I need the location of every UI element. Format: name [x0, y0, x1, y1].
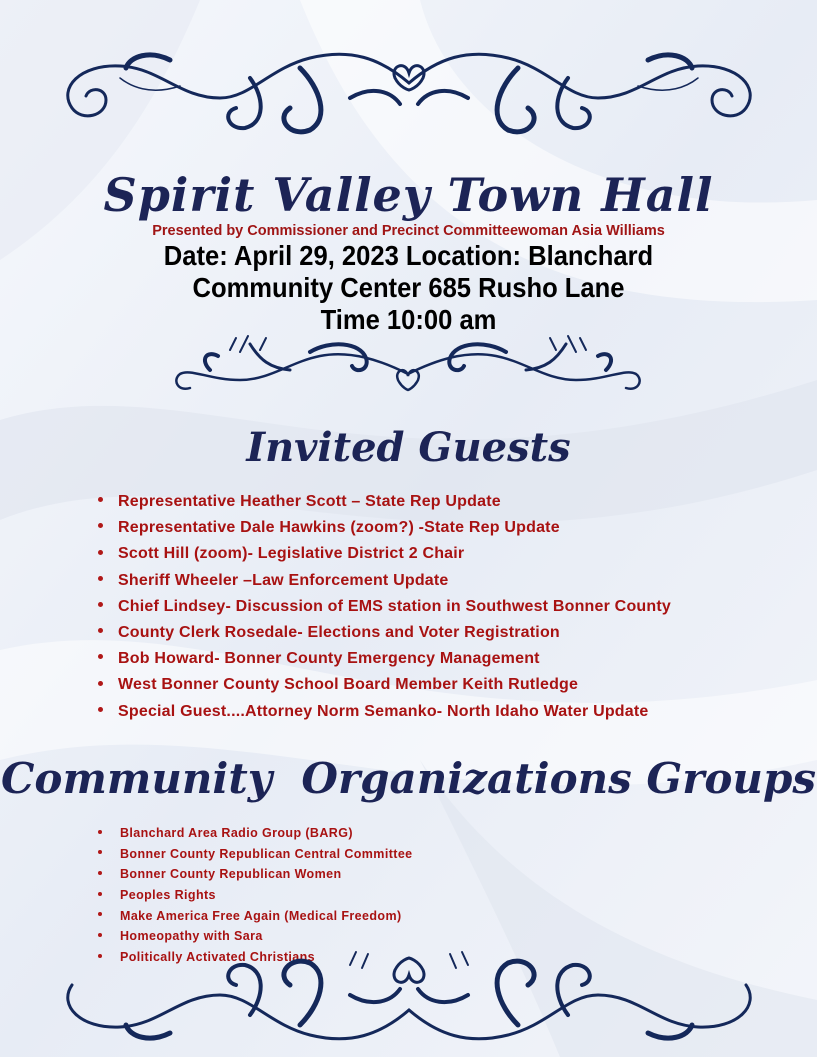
flourish-ornament-top [50, 38, 768, 138]
event-info-line-2: Community Center 685 Rusho Lane [192, 272, 625, 303]
list-item [98, 846, 413, 867]
list-item [98, 702, 671, 728]
bullet-icon [98, 707, 103, 712]
invited-guests-list [98, 492, 671, 728]
presented-by: Presented by Commissioner and Precinct Committeewoman Asia Williams [152, 223, 665, 239]
list-item [98, 908, 413, 929]
list-item [98, 492, 671, 518]
organization-item-text: Homeopathy with Sara [120, 929, 263, 944]
guest-item-text: Chief Lindsey- Discussion of EMS station in Southwest Bonner County [118, 597, 671, 615]
bullet-icon [98, 523, 103, 528]
list-item [98, 571, 671, 597]
organization-item-text: Politically Activated Christians [120, 950, 316, 965]
organization-item-text: Bonner County Republican Women [120, 867, 342, 882]
list-item [98, 544, 671, 570]
bullet-icon [98, 654, 103, 659]
guest-item-text: Scott Hill (zoom)- Legislative District 2 Chair [118, 545, 465, 563]
guest-item-text: Bob Howard- Bonner County Emergency Management [118, 650, 540, 668]
list-item [98, 866, 413, 887]
organization-item-text: Make America Free Again (Medical Freedom) [120, 908, 402, 923]
flourish-ornament-middle [170, 330, 646, 396]
event-title: Spirit Valley Town Hall [103, 168, 714, 222]
bullet-icon [98, 576, 103, 581]
bullet-icon [98, 912, 102, 916]
organization-item-text: Peoples Rights [120, 888, 216, 903]
bullet-icon [98, 497, 103, 502]
event-info-line-1: Date: April 29, 2023 Location: Blanchard [163, 240, 654, 271]
bullet-icon [98, 830, 102, 834]
community-organizations-list [98, 825, 413, 970]
bullet-icon [98, 550, 103, 555]
bullet-icon [98, 871, 102, 875]
organization-item-text: Bonner County Republican Central Committee [120, 846, 413, 861]
list-item [98, 887, 413, 908]
list-item [98, 518, 671, 544]
list-item [98, 597, 671, 623]
guest-item-text: Special Guest....Attorney Norm Semanko- North Idaho Water Update [118, 702, 649, 720]
organization-item-text: Blanchard Area Radio Group (BARG) [120, 826, 353, 840]
guest-item-text: Representative Heather Scott – State Rep Update [118, 493, 501, 510]
bullet-icon [98, 602, 103, 607]
community-organizations-heading: Community Organizations Groups [1, 754, 816, 803]
bullet-icon [98, 892, 102, 896]
list-item [98, 675, 671, 701]
guest-item-text: County Clerk Rosedale- Elections and Voter Registration [118, 623, 560, 641]
bullet-icon [98, 628, 103, 633]
list-item [98, 928, 413, 949]
flourish-ornament-bottom [50, 950, 768, 1057]
event-info-line-3: Time 10:00 am [320, 304, 497, 335]
guest-item-text: West Bonner County School Board Member Keith Rutledge [118, 676, 579, 694]
list-item [98, 649, 671, 675]
invited-guests-heading: Invited Guests [246, 424, 571, 471]
bullet-icon [98, 681, 103, 686]
list-item [98, 623, 671, 649]
bullet-icon [98, 933, 102, 937]
list-item [98, 825, 413, 846]
guest-item-text: Representative Dale Hawkins (zoom?) -State Rep Update [118, 519, 560, 537]
bullet-icon [98, 850, 102, 854]
guest-item-text: Sheriff Wheeler –Law Enforcement Update [118, 571, 449, 589]
